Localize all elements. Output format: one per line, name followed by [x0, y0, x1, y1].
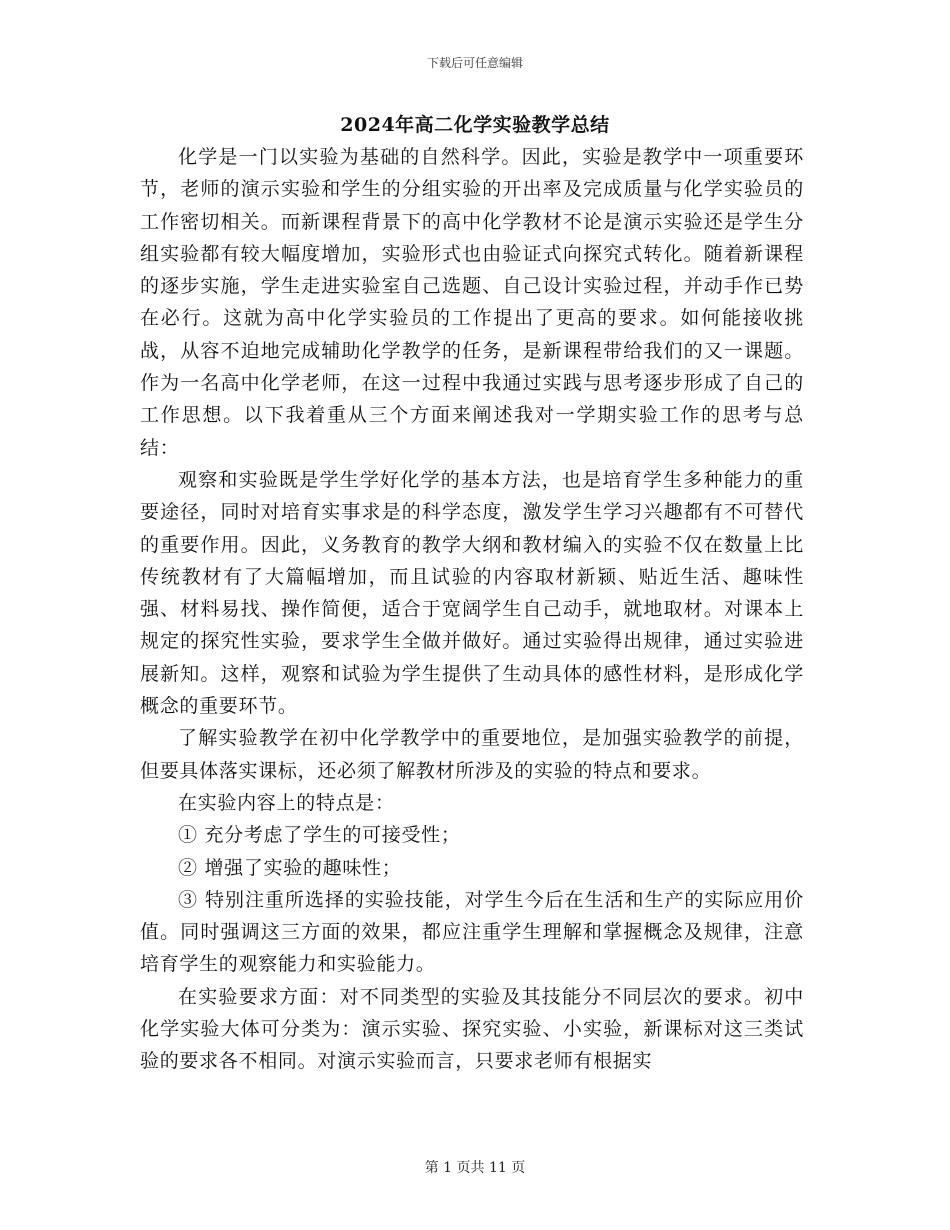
- page-header-note: 下载后可任意编辑: [426, 56, 523, 70]
- list-item-1: ① 充分考虑了学生的可接受性；: [178, 824, 461, 847]
- paragraph-content-features: 在实验内容上的特点是：: [178, 791, 395, 814]
- paragraph-observation: 观察和实验既是学生学好化学的基本方法，也是培育学生多种能力的重要途径，同时对培育实事求是的科学态度，激发学生学习兴趣都有不可替代的重要作用。因此，义务教育的教学大纲和教材编入的实验不仅在数量上比传统教材有了大篇幅增加，而且试验的内容取材新颍、贴近生活、趣味性强、材料易找、操作简便，适合于宽阔学生自己动手，就地取材。对课本上规定的探究性实验，要求学生全做并做好。通过实验得出规律，通过实验进展新知。这样，观察和试验为学生提供了生动具体的感性材料，是形成化学概念的重要环节。: [140, 468, 804, 718]
- paragraph-requirements: 在实验要求方面：对不同类型的实验及其技能分不同层次的要求。初中化学实验大体可分类为：演示实验、探究实验、小实验，新课标对这三类试验的要求各不相同。对演示实验而言，只要求老师有根据实: [140, 985, 804, 1073]
- list-item-2: ② 增强了实验的趣味性；: [178, 856, 402, 879]
- list-item-3: ③ 特别注重所选择的实验技能，对学生今后在生活和生产的实际应用价值。同时强调这三方面的效果，都应注重学生理解和掌握概念及规律，注意培育学生的观察能力和实验能力。: [140, 888, 804, 976]
- paragraph-understanding: 了解实验教学在初中化学教学中的重要地位，是加强实验教学的前提，但要具体落实课标，还必须了解教材所涉及的实验的特点和要求。: [140, 727, 804, 782]
- paragraph-intro: 化学是一门以实验为基础的自然科学。因此，实验是教学中一项重要环节，老师的演示实验和学生的分组实验的开出率及完成质量与化学实验员的工作密切相关。而新课程背景下的高中化学教材不论是演示实验还是学生分组实验都有较大幅度增加，实验形式也由验证式向探究式转化。随着新课程的逐步实施，学生走进实验室自己选题、自己设计实验过程，并动手作已势在必行。这就为高中化学实验员的工作提出了更高的要求。如何能接收挑战，从容不迫地完成辅助化学教学的任务，是新课程带给我们的又一课题。作为一名高中化学老师，在这一过程中我通过实践与思考逐步形成了自己的工作思想。以下我着重从三个方面来阐述我对一学期实验工作的思考与总结：: [140, 146, 804, 459]
- document-body: [140, 141, 804, 1078]
- document-title: 2024年高二化学实验教学总结: [340, 114, 610, 136]
- page-number: 第 1 页共 11 页: [424, 1160, 526, 1176]
